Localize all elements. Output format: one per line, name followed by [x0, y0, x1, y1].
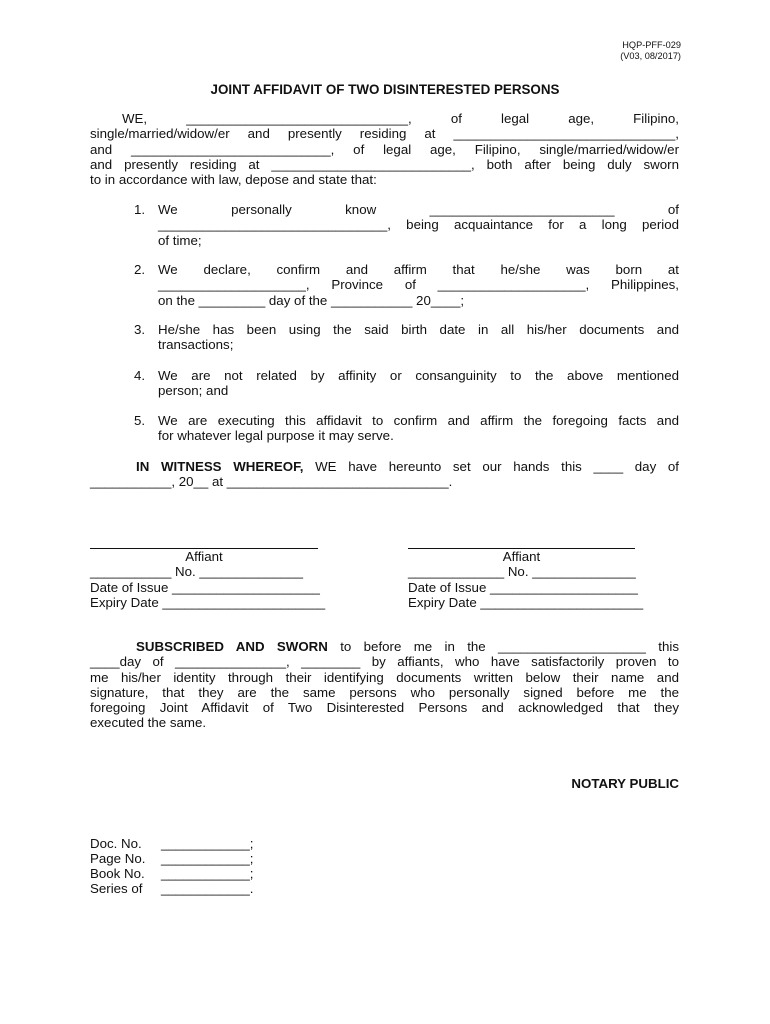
doc-info-label: Book No. — [90, 866, 145, 881]
numbered-item — [158, 262, 679, 308]
doc-info-value: ____________; — [161, 866, 254, 881]
item-number: 1. — [134, 202, 146, 217]
affiant-label: Affiant — [185, 549, 223, 564]
subscribed-line — [90, 639, 679, 654]
document-title: JOINT AFFIDAVIT OF TWO DISINTERESTED PERSONS — [210, 82, 560, 97]
form-code-block — [620, 40, 681, 62]
witness-text: WE have hereunto set our hands this ____ day of — [315, 459, 679, 474]
doc-info-label: Page No. — [90, 851, 146, 866]
subscribed-line: signature, that they are the same persons who personally signed before me the — [90, 684, 679, 700]
item-number: 4. — [134, 368, 146, 383]
numbered-item — [158, 368, 679, 399]
subscribed-line: foregoing Joint Affidavit of Two Disinterested Persons and acknowledged that they — [90, 700, 679, 716]
numbered-item — [158, 202, 679, 248]
doc-info-value: ____________. — [161, 881, 254, 896]
affiant-id-no: ___________ No. ______________ — [90, 564, 303, 580]
witness-heading: IN WITNESS WHEREOF, — [136, 459, 304, 474]
affiant-expiry-date: Expiry Date ______________________ — [90, 594, 326, 610]
item-line: We personally know _________________________ of — [158, 202, 679, 217]
doc-info-row — [90, 851, 253, 866]
subscribed-paragraph — [90, 639, 679, 731]
item-line: ____________________, Province of ____________________, Philippines, — [158, 277, 679, 293]
item-line: transactions; — [158, 337, 234, 353]
item-line: person; and — [158, 383, 229, 399]
doc-info-row — [90, 881, 253, 896]
doc-info-row — [90, 836, 253, 851]
item-number: 3. — [134, 322, 146, 337]
affiant-id-no: _____________ No. ______________ — [408, 564, 636, 580]
affiant-block — [408, 548, 678, 610]
witness-line: ___________, 20__ at ______________________________. — [90, 474, 453, 490]
doc-info-row — [90, 866, 253, 881]
item-line: He/she has been using the said birth date in all his/her documents and — [158, 322, 679, 337]
witness-line — [90, 459, 679, 474]
subscribed-heading: SUBSCRIBED AND SWORN — [136, 639, 328, 654]
intro-line: and ___________________________, of legal age, Filipino, single/married/widow/er — [90, 141, 679, 157]
form-code: HQP-PFF-029 — [622, 40, 681, 50]
intro-line: WE, ______________________________, of legal age, Filipino, — [122, 111, 679, 126]
item-line: for whatever legal purpose it may serve. — [158, 428, 394, 444]
notary-public-label: NOTARY PUBLIC — [571, 776, 679, 791]
form-version: (V03, 08/2017) — [620, 51, 681, 61]
subscribed-line: executed the same. — [90, 715, 207, 731]
doc-info-value: ____________; — [161, 836, 254, 851]
intro-paragraph — [90, 111, 679, 187]
witness-paragraph — [90, 459, 679, 490]
item-line: We are not related by affinity or consanguinity to the above mentioned — [158, 368, 679, 383]
intro-line: to in accordance with law, depose and state that: — [90, 172, 377, 188]
doc-info-label: Doc. No. — [90, 836, 142, 851]
intro-line: single/married/widow/er and presently residing at ______________________________, — [90, 126, 679, 142]
affiant-label: Affiant — [502, 549, 541, 564]
item-line: We are executing this affidavit to confirm and affirm the foregoing facts and — [158, 413, 679, 428]
numbered-item — [158, 322, 679, 353]
affiant-date-of-issue: Date of Issue ____________________ — [408, 579, 638, 595]
subscribed-line: ____day of _______________, ________ by affiants, who have satisfactorily proven to — [90, 654, 679, 670]
numbered-item — [158, 413, 679, 444]
affiant-block — [90, 548, 352, 610]
intro-line: and presently residing at ___________________________, both after being duly sworn — [90, 156, 679, 172]
affiant-date-of-issue: Date of Issue ____________________ — [90, 579, 320, 595]
doc-info-label: Series of — [90, 881, 143, 896]
doc-info-value: ____________; — [161, 851, 254, 866]
subscribed-text: to before me in the ____________________ this — [340, 639, 679, 654]
item-line: _______________________________, being acquaintance for a long period — [158, 217, 679, 233]
item-line: of time; — [158, 232, 202, 248]
subscribed-line: me his/her identity through their identifying documents written below their name and — [90, 669, 679, 685]
item-number: 5. — [134, 413, 146, 428]
item-number: 2. — [134, 262, 146, 277]
item-line: We declare, confirm and affirm that he/she was born at — [158, 262, 679, 277]
affiant-expiry-date: Expiry Date ______________________ — [408, 594, 644, 610]
item-line: on the _________ day of the ___________ 20____; — [158, 292, 465, 308]
